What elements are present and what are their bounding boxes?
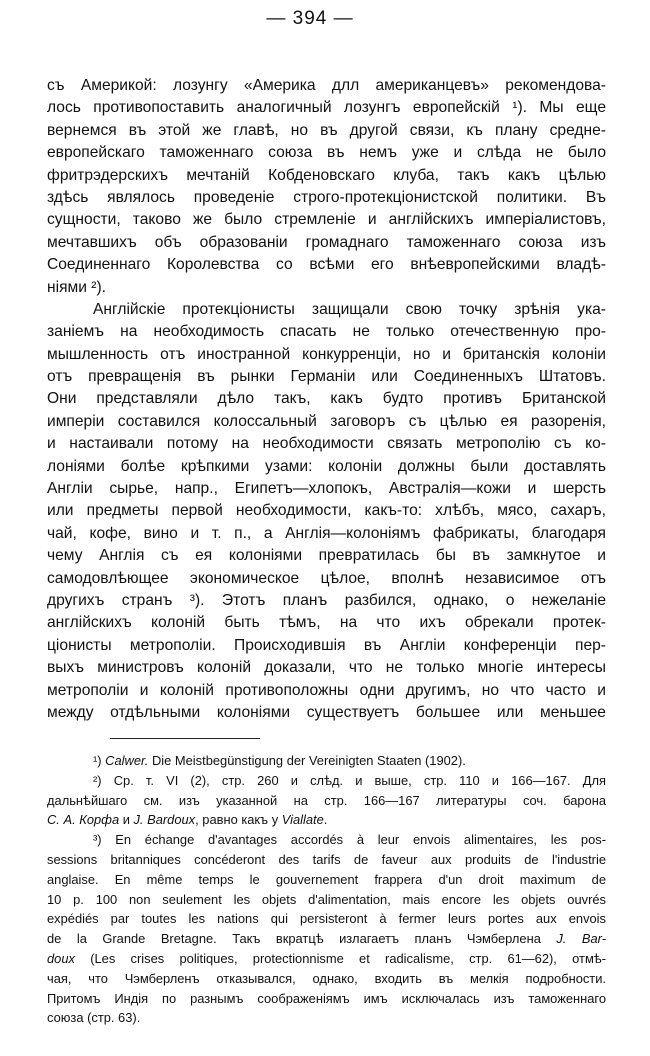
paragraph	[47, 75, 606, 299]
footnote-line	[47, 949, 606, 969]
text-segment: ²) Ср. т. VI (2), стр. 260 и слѣд. и выше, стр. 110 и 166—167. Для	[93, 772, 606, 788]
footnote-line	[47, 929, 606, 949]
text-line: лоніями болѣе крѣпкими узами: колоніи должны были доставлять	[47, 457, 606, 475]
text-line: англійскихъ колоній быть тѣмъ, на что ихъ обрекали протек-	[47, 614, 606, 632]
footnote-line	[47, 791, 606, 811]
text-segment: дальнѣйшаго см. изъ указанной на стр. 166—167 литературы соч. барона	[47, 792, 606, 808]
text-segment: de la Grande Bretagne. Такъ вкратцѣ излагаетъ планъ Чэмберлена	[47, 931, 557, 947]
footnote-line	[47, 890, 606, 910]
text-line: самодовлѣющее экономическое цѣлое, вполнѣ независимое отъ	[47, 569, 606, 587]
text-segment: sessions britanniques concéderont des tarifs de faveur aux produits de l'industrie	[47, 851, 606, 867]
text-line: отъ превращенія въ рынки Германіи или Соединенныхъ Штатовъ.	[47, 368, 606, 386]
footnote	[47, 771, 606, 830]
text-segment: и	[119, 812, 134, 828]
footnote-line	[47, 909, 606, 929]
text-segment: ¹)	[93, 753, 106, 768]
text-line: и настаивали потому на необходимости связать метрополію съ ко-	[47, 435, 606, 453]
text-segment: , равно какъ у	[195, 812, 282, 828]
text-line: мечтавшихъ объ образованіи громаднаго таможеннаго союза изъ	[47, 233, 606, 251]
text-line: чему Англія съ ея колоніями превратилась бы въ замкнутое и	[47, 547, 606, 565]
italic-text: Calwer.	[105, 753, 149, 768]
text-segment: expédiés par toutes les nations qui persisteront à fermer leurs portes aux envois	[47, 911, 606, 927]
text-line: между отдѣльными колоніями существуетъ большее или меньшее	[47, 703, 606, 721]
text-line: имперіи составился колоссальный заговоръ съ цѣлью ея разоренія,	[47, 412, 606, 430]
footnote-line	[47, 969, 606, 989]
text-segment: Притомъ Индія по разнымъ соображеніямъ имъ исключалась изъ таможеннаго	[47, 990, 606, 1006]
text-segment: 10 p. 100 non seulement les objets d'alimentation, mais encore les objets ouvrés	[47, 891, 606, 907]
text-line: Англійскіе протекціонисты защищали свою точку зрѣнія ука-	[93, 300, 606, 318]
text-segment: ³) En échange d'avantages accordés à leur envois alimentaires, les pos-	[93, 832, 606, 848]
footnote-line	[47, 810, 606, 830]
text-segment: anglaise. En même temps le gouvernement frappera d'un droit maximum de	[47, 871, 606, 887]
footnote-line	[47, 1008, 606, 1028]
text-line: вернемся въ этой же главѣ, но въ другой связи, къ плану средне-	[47, 121, 606, 139]
text-line: сущности, таково же было стремленіе и англійскихъ имперіалистовъ,	[47, 211, 606, 229]
italic-text: J. Bardoux	[133, 812, 196, 828]
footnote-line	[47, 771, 606, 791]
text-line: здѣсь являлось проведеніе строго-протекціонистской политики. Въ	[47, 188, 606, 206]
text-line: заніемъ на необходимость спасать не только отечественную про-	[47, 323, 606, 341]
text-line: съ Америкой: лозунгу «Америка длл американцевъ» рекомендова-	[47, 77, 606, 94]
text-segment: (Les crises politiques, protectionnisme et radicalisme, стр. 61—62), отмѣ-	[74, 950, 606, 966]
italic-text: Viallate	[281, 812, 324, 828]
text-segment: .	[323, 812, 328, 828]
text-line: Англіи сырье, напр., Египетъ—хлопокъ, Австралія—кожи и шерсть	[47, 480, 606, 498]
text-line: выхъ министровъ колоній доказали, что не только многіе интересы	[47, 659, 606, 677]
footnote-line	[47, 751, 606, 771]
body-text	[47, 75, 606, 724]
text-line: Соединеннаго Королевства со всѣми его внѣевропейскими владѣ-	[47, 256, 606, 274]
text-line: лось противопоставить аналогичный лозунгъ европейскій ¹). Мы еще	[47, 99, 606, 117]
paragraph	[47, 299, 606, 724]
text-line: чай, кофе, вино и т. п., а Англія—колоніямъ фабрикаты, благодаря	[47, 524, 606, 542]
italic-text: J. Bar-	[556, 931, 606, 947]
text-segment: союза (стр. 63).	[47, 1010, 141, 1026]
footnote-line	[47, 850, 606, 870]
text-line: фритрэдерскихъ мечтаній Кобденовскаго клуба, такъ какъ цѣлью	[47, 166, 606, 184]
page-number: — 394 —	[266, 8, 354, 29]
italic-text: doux	[47, 950, 75, 966]
footnote-divider	[110, 738, 260, 739]
footnote-line	[47, 989, 606, 1009]
text-segment: Die Meistbegünstigung der Vereinigten Staaten (1902).	[148, 753, 466, 768]
text-line: европейскаго таможеннаго союза въ немъ уже и слѣда не было	[47, 144, 606, 162]
footnote-line	[47, 870, 606, 890]
footnote-line	[47, 830, 606, 850]
footnotes	[47, 751, 606, 1028]
text-line: или предметы первой необходимости, какъ-то: хлѣбъ, мясо, сахаръ,	[47, 502, 606, 520]
footnote	[47, 751, 606, 771]
text-segment: чая, что Чэмберленъ отказывался, однако, входить въ мелкія подробности.	[47, 970, 606, 986]
italic-text: С. А. Корфа	[47, 812, 120, 828]
text-line: другихъ странъ ³). Этотъ планъ разбился, однако, о нежеланіе	[47, 591, 606, 609]
footnote	[47, 830, 606, 1028]
text-line: ніями ²).	[47, 278, 107, 296]
text-line: ціонисты метрополіи. Происходившія въ Англіи конференціи пер-	[47, 636, 606, 654]
text-line: Они представляли дѣло такъ, какъ будто противъ Британской	[47, 390, 606, 408]
text-line: мышленность отъ иностранной конкурренціи, но и британскія колоніи	[47, 345, 606, 363]
text-line: метрополіи и колоній противоположны одни другимъ, но что часто и	[47, 681, 606, 699]
